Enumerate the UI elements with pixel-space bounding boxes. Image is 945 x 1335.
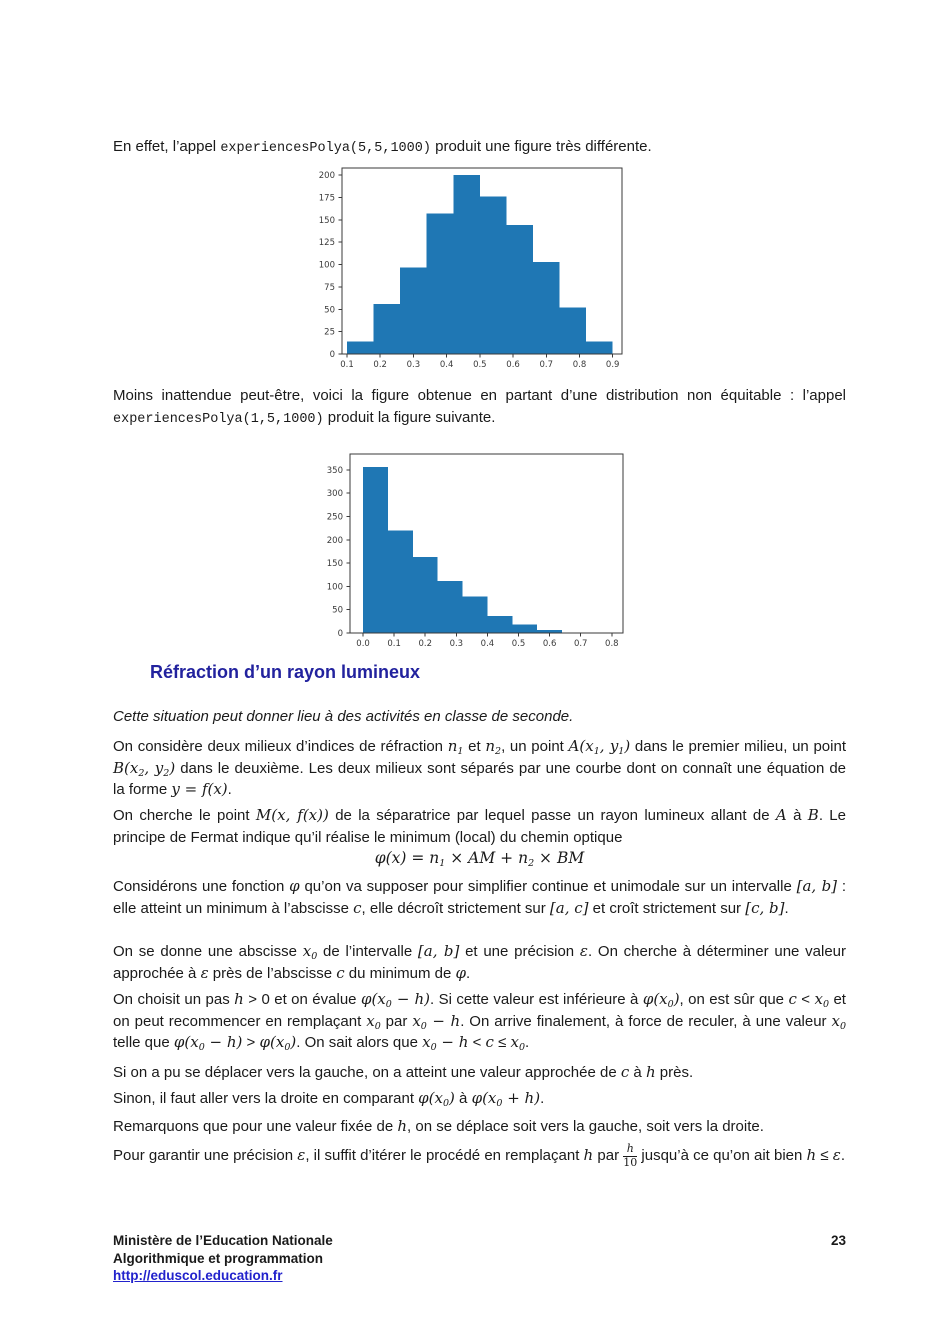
- svg-text:50: 50: [324, 305, 335, 316]
- svg-text:100: 100: [326, 582, 343, 593]
- paragraph-sinon-droite: Sinon, il faut aller vers la droite en comparant $\varphi(x_0)$ à $\varphi(x_0 + h)$.: [113, 1089, 545, 1109]
- svg-text:0.3: 0.3: [449, 639, 464, 649]
- svg-text:0.5: 0.5: [473, 360, 487, 370]
- svg-text:0.6: 0.6: [542, 639, 557, 649]
- svg-text:0.4: 0.4: [480, 639, 495, 649]
- svg-text:0.7: 0.7: [539, 360, 554, 370]
- svg-text:50: 50: [332, 605, 343, 616]
- svg-text:350: 350: [326, 465, 343, 476]
- svg-text:0.7: 0.7: [573, 639, 588, 649]
- svg-text:100: 100: [318, 260, 335, 271]
- paragraph-remarque-valeur-fixee: Remarquons que pour une valeur fixée de h, on se déplace soit vers la gauche, soit vers la droite.: [113, 1117, 764, 1135]
- paragraph-deplacement-gauche: Si on a pu se déplacer vers la gauche, on a atteint une valeur approchée de c à h près.: [113, 1063, 694, 1081]
- svg-text:300: 300: [326, 489, 343, 500]
- paragraph-choix-pas-h: On choisit un pas h > 0 et on évalue $\varphi(x_0 - h)$. Si cette valeur est inférieure à $\varphi(x_0)$, on est sûr que $c < x_0$ et on peut recommencer en remplaçant $x_0$ par $x_0 - h$. On arrive finalement, à force de reculer, à une valeur $x_0$ telle que $\varphi(x_0 - h) > \varphi(x_0)$. On sait alors que $x_0 - h < c \le x_0$.: [113, 990, 847, 1053]
- paragraph-fonction-unimodale: Considérons une fonction φ qu’on va supposer pour simplifier continue et unimodale sur un intervalle [a, b] : elle atteint un minimum à l’abscisse c, elle décroît strictement sur [a, c] et croît strictement sur [c, b].: [113, 877, 846, 917]
- svg-text:0.1: 0.1: [387, 639, 401, 649]
- histogram-polya-1-5-1000: [300, 444, 630, 651]
- svg-text:0: 0: [337, 629, 343, 639]
- svg-text:200: 200: [326, 535, 343, 546]
- svg-text:0.3: 0.3: [406, 360, 421, 370]
- svg-text:0.5: 0.5: [511, 639, 526, 649]
- svg-text:0: 0: [329, 350, 335, 360]
- footer-left-block: [113, 1232, 333, 1285]
- paragraph-principe-fermat: On cherche le point M(x, f(x)) de la séparatrice par lequel passe un rayon lumineux allant de A à B. Le principe de Fermat indique qu’il réalise le minimum (local) du chemin optique: [113, 806, 846, 846]
- svg-text:0.8: 0.8: [572, 360, 587, 370]
- svg-text:25: 25: [324, 327, 335, 338]
- svg-text:150: 150: [326, 559, 343, 570]
- page-footer: [113, 1232, 846, 1285]
- paragraph-abscisse-precision: On se donne une abscisse $x_0$ de l’intervalle [a, b] et une précision ε. On cherche à déterminer une valeur approchée à ε près de l’abscisse c du minimum de φ.: [113, 942, 846, 982]
- svg-text:150: 150: [318, 215, 335, 226]
- footer-ministry-line: Ministère de l’Education Nationale: [113, 1233, 333, 1248]
- svg-text:0.2: 0.2: [418, 639, 433, 649]
- svg-text:0.9: 0.9: [605, 360, 620, 370]
- svg-text:0.6: 0.6: [506, 360, 520, 370]
- paragraph-call-equitable: En effet, l’appel experiencesPolya(5,5,1000) produit une figure très différente.: [113, 138, 652, 156]
- paragraph-call-non-equitable: Moins inattendue peut-être, voici la figure obtenue en partant d’une distribution non équitable : l’appel experiencesPolya(1,5,1000) produit la figure suivante.: [113, 387, 846, 427]
- svg-text:0.4: 0.4: [439, 360, 454, 370]
- svg-text:200: 200: [318, 171, 335, 182]
- svg-text:0.8: 0.8: [605, 639, 619, 649]
- section-heading-refraction: Réfraction d’un rayon lumineux: [150, 662, 421, 682]
- paragraph-milieux-indices: On considère deux milieux d’indices de réfraction $n_1$ et $n_2$, un point $A(x_1$, $y_1$) dans le premier milieu, un point $B(x_2$, $y_2$) dans le deuxième. Les deux milieux sont séparés par une courbe dont on connaît une équation de la forme y = f(x).: [113, 737, 847, 798]
- svg-text:175: 175: [318, 193, 335, 204]
- paragraph-intro-italic: Cette situation peut donner lieu à des activités en classe de seconde.: [113, 708, 574, 725]
- svg-text:0.0: 0.0: [356, 639, 370, 649]
- page-number: 23: [830, 1233, 846, 1248]
- svg-text:250: 250: [326, 512, 343, 523]
- svg-text:0.1: 0.1: [340, 360, 354, 370]
- eduscol-link[interactable]: http://eduscol.education.fr: [113, 1268, 283, 1283]
- paragraph-garantir-precision: Pour garantir une précision ε, il suffit d’itérer le procédé en remplaçant h par $\frac{h}{10}$ jusqu’à ce qu’on ait bien h ≤ ε.: [113, 1142, 846, 1169]
- svg-text:75: 75: [324, 282, 335, 293]
- formula-chemin-optique: $\varphi(x) = n_1$ × AM + $n_2$ × BM: [374, 849, 585, 869]
- svg-text:0.2: 0.2: [373, 360, 387, 370]
- svg-text:125: 125: [318, 238, 335, 249]
- histogram-polya-5-5-1000: [300, 159, 630, 373]
- footer-subject-line: Algorithmique et programmation: [113, 1250, 324, 1266]
